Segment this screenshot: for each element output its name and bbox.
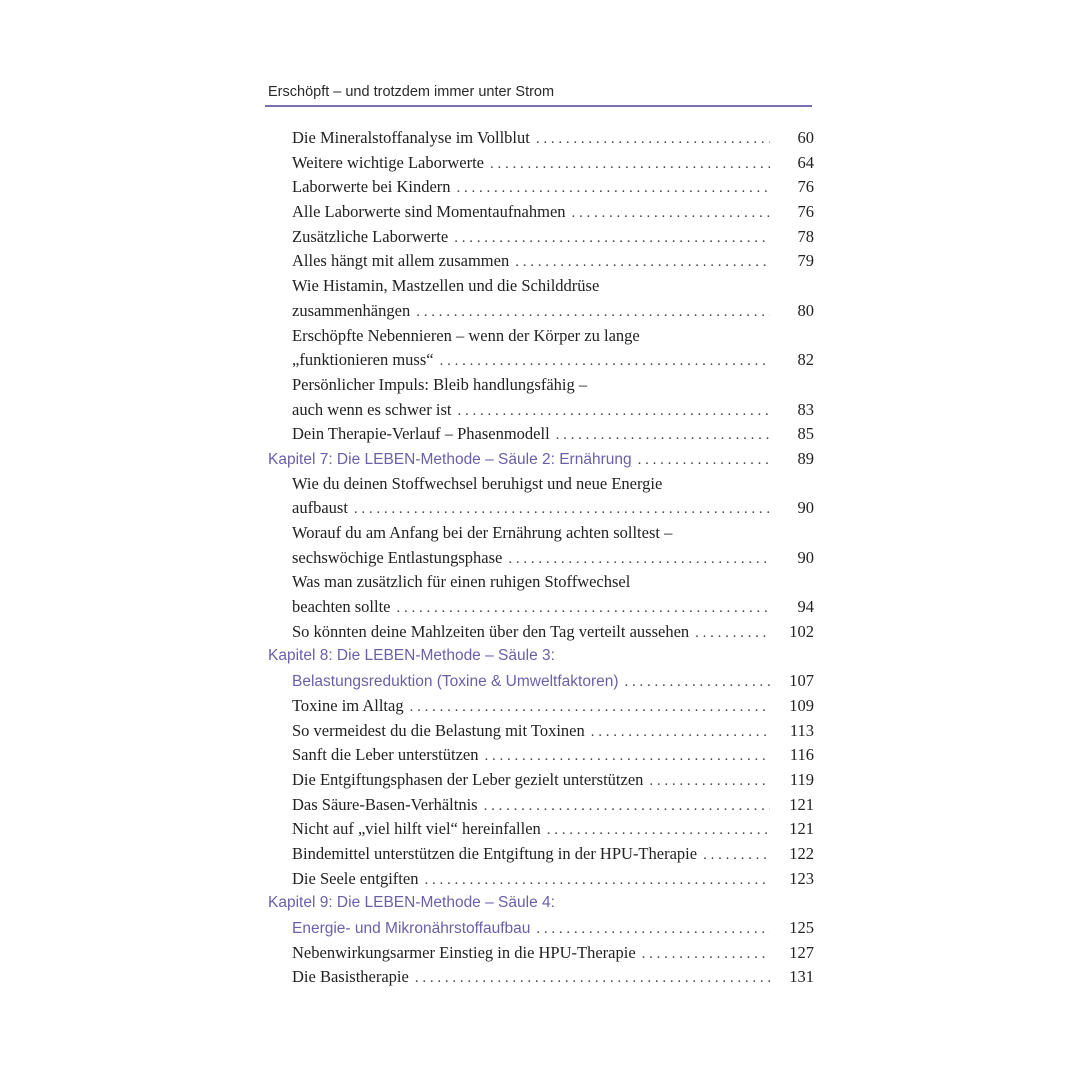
dot-leader [536,127,770,152]
toc-entry-title: Nebenwirkungsarmer Einstieg in die HPU-Therapie [292,942,636,962]
dot-leader [454,226,770,251]
dot-leader [556,423,770,448]
dot-leader [638,448,770,473]
toc-page-number: 121 [789,819,814,839]
toc-entry-title: Wie Histamin, Mastzellen und die Schilddrüse [292,276,600,296]
toc-entry [268,694,814,719]
toc-entry-line [268,274,814,299]
toc-entry-title: Weitere wichtige Laborwerte [292,152,484,172]
toc-page-number: 90 [797,498,814,518]
dot-leader [572,201,770,226]
toc-entry-title: Dein Therapie-Verlauf – Phasenmodell [292,424,550,444]
toc-entry [268,620,814,645]
toc-entry-title: Persönlicher Impuls: Bleib handlungsfähig – [292,374,588,394]
dot-leader [515,250,770,275]
dot-leader [484,794,770,819]
toc-entry [268,570,814,619]
toc-entry [268,200,814,225]
toc-entry [268,472,814,521]
dot-leader [591,720,770,745]
toc-entry [268,867,814,892]
toc-entry-line [268,595,814,620]
toc-page-number: 76 [797,202,814,222]
toc-entry-title: Kapitel 9: Die LEBEN-Methode – Säule 4: [268,894,555,912]
toc-page-number: 131 [789,967,814,987]
toc-page-number: 119 [789,769,814,789]
toc-entry-title: Wie du deinen Stoffwechsel beruhigst und neue Energie [292,473,663,493]
toc-entry [268,373,814,422]
dot-leader [457,176,770,201]
toc-entry-title: zusammenhängen [292,300,411,320]
toc-entry-line [268,472,814,497]
table-of-contents [268,126,814,990]
toc-entry-line [268,719,814,744]
toc-entry [268,274,814,323]
toc-page-number: 79 [797,251,814,271]
toc-entry-line [268,842,814,867]
toc-page-number: 122 [789,843,814,863]
dot-leader [536,917,770,942]
toc-entry-title: Worauf du am Anfang bei der Ernährung achten solltest – [292,523,673,542]
running-header: Erschöpft – und trotzdem immer unter Strom [268,84,555,100]
toc-entry-title: So vermeidest du die Belastung mit Toxinen [292,720,585,740]
toc-entry-line [268,891,814,916]
dot-leader [703,843,770,868]
toc-entry [268,743,814,768]
toc-page-number: 102 [789,621,814,641]
toc-entry-line [268,151,814,176]
dot-leader [508,547,770,572]
toc-entry-line [268,768,814,793]
dot-leader [424,868,770,893]
toc-entry-title: Bindemittel unterstützen die Entgiftung in der HPU-Therapie [292,843,698,863]
toc-page-number: 76 [797,177,814,197]
toc-entry-line [268,496,814,521]
toc-entry [268,422,814,447]
toc-page-number: 125 [789,918,814,937]
toc-page-number: 78 [797,226,814,246]
toc-entry-line [268,669,814,694]
dot-leader [416,300,770,325]
dot-leader [415,966,770,991]
header-rule [265,105,812,107]
toc-entry-line [268,965,814,990]
dot-leader [484,744,770,769]
toc-entry-line [268,521,814,546]
toc-page-number: 85 [797,424,814,444]
toc-entry [268,175,814,200]
toc-entry-title: Nicht auf „viel hilft viel“ hereinfallen [292,819,541,839]
dot-leader [457,399,770,424]
dot-leader [625,670,770,695]
toc-entry-line [268,299,814,324]
toc-entry-line [268,916,814,941]
toc-entry-line [268,398,814,423]
toc-page-number: 64 [797,152,814,172]
toc-entry-line [268,546,814,571]
toc-entry [268,126,814,151]
toc-entry-line [268,620,814,645]
toc-entry-line [268,422,814,447]
toc-entry-title: Kapitel 7: Die LEBEN-Methode – Säule 2: Ernährung [268,450,632,468]
toc-entry [268,151,814,176]
toc-entry-line [268,817,814,842]
toc-entry-line [268,644,814,669]
toc-entry [268,941,814,966]
toc-entry-title: Laborwerte bei Kindern [292,177,451,197]
toc-entry-title: sechswöchige Entlastungsphase [292,547,503,567]
toc-entry-title: So könnten deine Mahlzeiten über den Tag verteilt aussehen [292,621,690,641]
toc-page-number: 116 [789,745,814,765]
toc-entry-line [268,694,814,719]
toc-entry-title: Das Säure-Basen-Verhältnis [292,794,478,814]
toc-entry-title: „funktionieren muss“ [292,350,434,370]
dot-leader [397,596,770,621]
dot-leader [695,621,770,646]
toc-entry-line [268,126,814,151]
toc-entry-title: Kapitel 8: Die LEBEN-Methode – Säule 3: [268,647,555,665]
dot-leader [354,497,770,522]
toc-page-number: 113 [789,720,814,740]
dot-leader [440,349,770,374]
toc-entry-title: Die Seele entgiften [292,868,419,888]
toc-entry-title: beachten sollte [292,597,391,617]
toc-entry-title: Belastungsreduktion (Toxine & Umweltfaktoren) [292,673,619,691]
toc-entry-title: Die Mineralstoffanalyse im Vollblut [292,128,530,147]
dot-leader [490,152,770,177]
toc-entry-title: auch wenn es schwer ist [292,399,452,419]
toc-page-number: 127 [789,942,814,962]
toc-page-number: 89 [797,448,814,468]
toc-entry-line [268,175,814,200]
toc-entry-title: Toxine im Alltag [292,695,404,715]
toc-entry-title: Alles hängt mit allem zusammen [292,251,510,271]
toc-entry-title: Energie- und Mikronährstoffaufbau [292,920,531,937]
toc-entry-title: Erschöpfte Nebennieren – wenn der Körper zu lange [292,325,640,345]
toc-entry-line [268,743,814,768]
toc-entry [268,719,814,744]
toc-entry-line [268,570,814,595]
toc-entry-line [268,373,814,398]
toc-page-number: 82 [797,350,814,370]
toc-page-number: 60 [797,128,814,147]
dot-leader [410,695,770,720]
toc-entry-line [268,348,814,373]
toc-entry-line [268,867,814,892]
toc-entry-title: Die Entgiftungsphasen der Leber gezielt unterstützen [292,769,644,789]
dot-leader [642,942,770,967]
toc-entry-line [268,249,814,274]
dot-leader [547,818,770,843]
toc-page-number: 94 [797,597,814,617]
toc-entry-line [268,447,814,472]
toc-entry-line [268,793,814,818]
toc-chapter-entry [268,891,814,940]
toc-entry [268,965,814,990]
toc-entry-title: Sanft die Leber unterstützen [292,745,479,765]
toc-entry-line [268,200,814,225]
toc-entry-line [268,225,814,250]
toc-entry [268,324,814,373]
toc-entry [268,768,814,793]
toc-entry-title: Die Basistherapie [292,967,409,987]
toc-page-number: 109 [789,695,814,715]
toc-entry [268,793,814,818]
toc-entry [268,817,814,842]
toc-page-number: 123 [789,868,814,888]
toc-entry-title: Alle Laborwerte sind Momentaufnahmen [292,202,566,222]
toc-entry [268,842,814,867]
toc-page-number: 121 [789,794,814,814]
toc-entry-title: Zusätzliche Laborwerte [292,226,449,246]
toc-entry-line [268,324,814,349]
toc-page-number: 80 [797,300,814,320]
toc-chapter-entry [268,644,814,693]
toc-entry [268,521,814,570]
toc-entry-title: Was man zusätzlich für einen ruhigen Stoffwechsel [292,572,631,592]
toc-entry [268,249,814,274]
toc-page-number: 83 [797,399,814,419]
toc-page-number: 90 [797,547,814,567]
toc-entry [268,225,814,250]
toc-entry-line [268,941,814,966]
toc-page-number: 107 [789,671,814,691]
toc-chapter-entry [268,447,814,472]
toc-entry-title: aufbaust [292,498,348,518]
dot-leader [649,769,770,794]
